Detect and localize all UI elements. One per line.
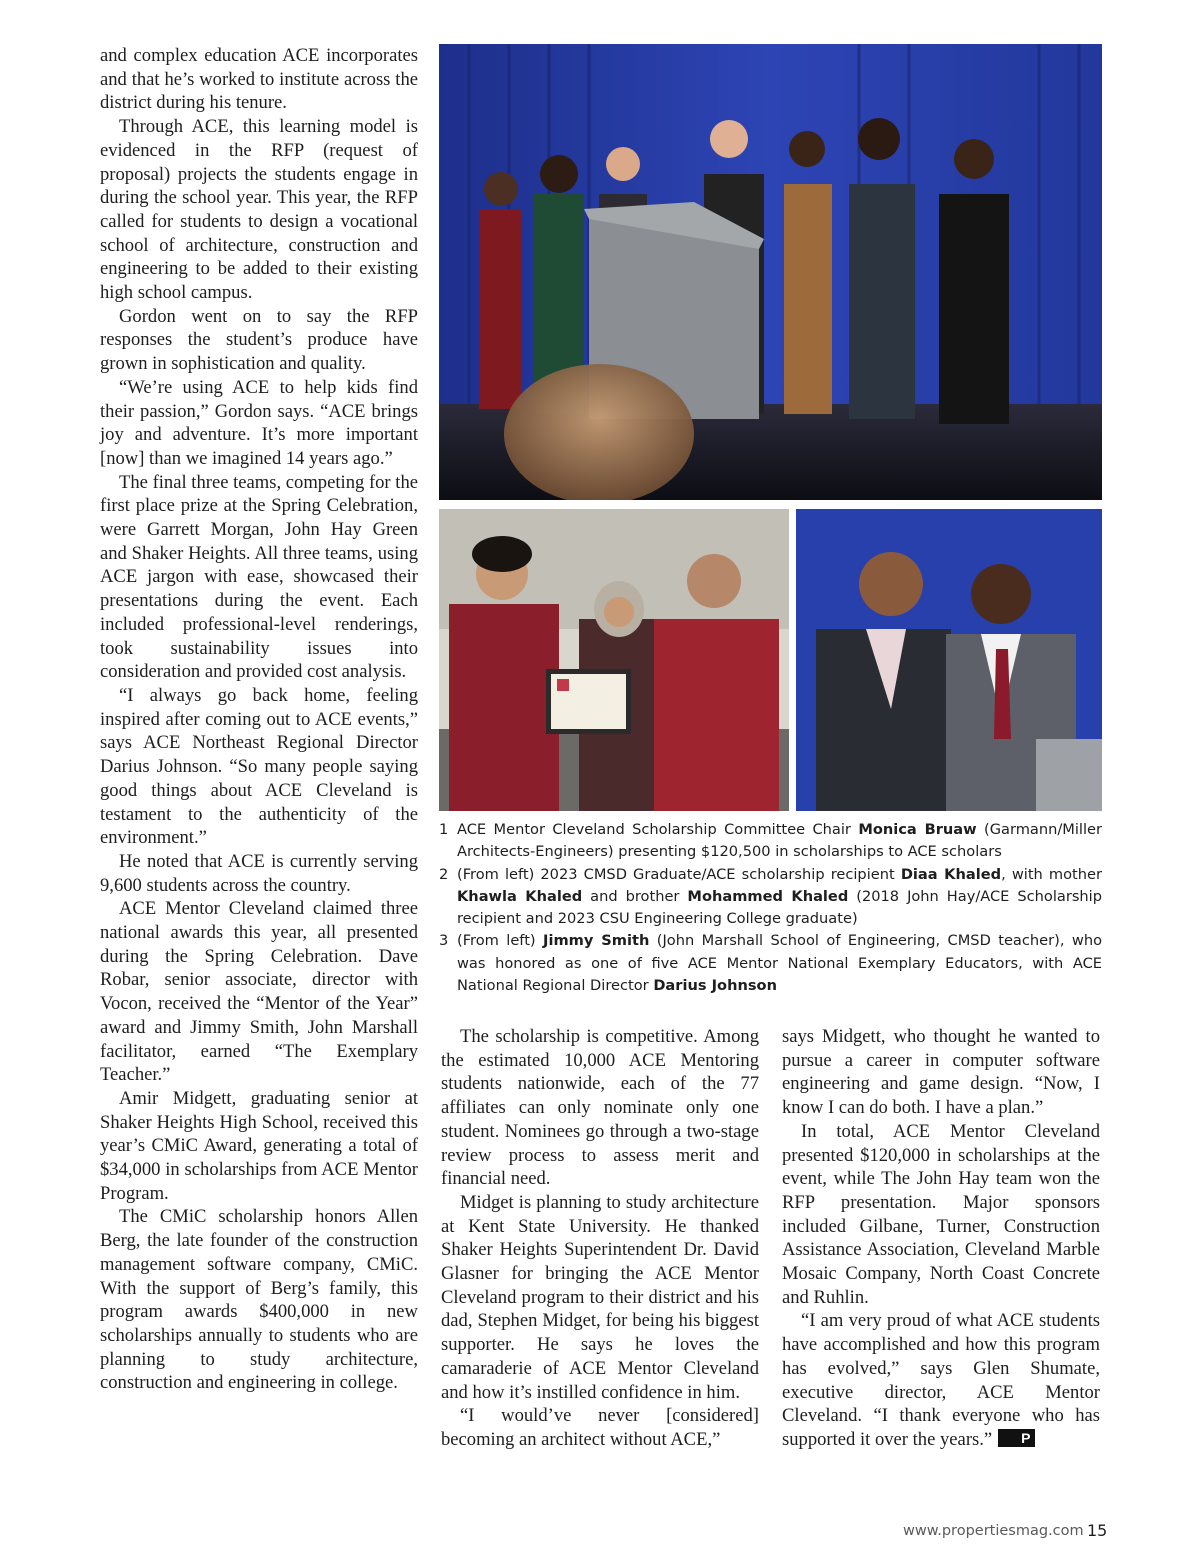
exemplary-educator-photo [796,509,1102,811]
footer-url[interactable]: www.propertiesmag.com [903,1523,1084,1539]
article-column-left [100,44,418,1395]
photo-captions [439,819,1102,997]
caption-number: 2 [439,865,449,883]
article-paragraph: The final three teams, competing for the first place prize at the Spring Celebration, were Garrett Morgan, John Hay Green and Shaker Heights. All three teams, using ACE jargon with ease, showcased their presentations during the event. Each included professional-level renderings, took sustainability issues into consideration and provided cost analysis. [100,471,418,683]
article-paragraph: ACE Mentor Cleveland claimed three national awards this year, all presented during the Spring Celebration. Dave Robar, senior associate, director with Vocon, received the “Mentor of the Year” award and Jimmy Smith, John Marshall facilitator, earned “The Exemplary Teacher.” [100,898,418,1086]
caption-fragment: (From left) 2023 CMSD Graduate/ACE scholarship recipient [457,865,901,883]
article-paragraph: The CMiC scholarship honors Allen Berg, the late founder of the construction management software company, CMiC. With the support of Berg’s family, this program awards $400,000 in new scholarships annually to students who are planning to study architecture, construction and engineering in college. [100,1206,418,1394]
caption-item [439,864,1102,931]
caption-text [457,864,1102,931]
article-paragraph: Gordon went on to say the RFP responses the student’s produce have grown in sophistication and quality. [100,305,418,375]
article-paragraph: “I am very proud of what ACE students have accomplished and how this program has evolved,” says Glen Shumate, executive director, ACE Mentor Cleveland. “I thank everyone who has supported it over the years.” P [782,1310,1100,1450]
caption-number: 3 [439,932,449,950]
article-paragraph: He noted that ACE is currently serving 9,600 students across the country. [100,850,418,896]
caption-number: 1 [439,821,449,838]
article-paragraph: “I always go back home, feeling inspired after coming out to ACE events,” says ACE Northeast Regional Director Darius Johnson. “So many people saying good things about ACE Cleveland is testament to the authenticity of the environment.” [100,684,418,849]
article-column-middle [441,1025,759,1452]
caption-fragment: ACE Mentor Cleveland Scholarship Committee Chair [457,821,859,838]
article-paragraph: “We’re using ACE to help kids find their passion,” Gordon says. “ACE brings joy and adventure. It’s more important [now] than we imagined 14 years ago.” [100,376,418,469]
article-paragraph: says Midgett, who thought he wanted to pursue a career in computer software engineering and game design. “Now, I know I can do both. I have a plan.” [782,1026,1100,1119]
caption-text [457,819,1102,864]
stage-presentation-photo [439,44,1102,500]
article-column-right [782,1025,1100,1452]
caption-item [439,930,1102,997]
scholarship-recipient-photo [439,509,789,811]
caption-name: Jimmy Smith [543,932,650,950]
caption-fragment: (Garmann/Miller Architects-Engineers) presenting $120,500 in scholarships to ACE scholars [457,821,1103,861]
article-paragraph: “I would’ve never [considered] becoming an architect without ACE,” [441,1405,759,1450]
caption-fragment: (John Marshall School of Engineering, CMSD teacher), who was honored as one of five ACE Mentor National Exemplary Educators, with ACE National Regional Director [457,932,1102,995]
caption-text [457,930,1102,997]
caption-name: Mohammed Khaled [687,887,849,905]
caption-name: Diaa Khaled [900,865,1002,883]
page-number: 15 [1087,1521,1108,1540]
caption-fragment: , with mother [1001,865,1102,883]
article-paragraph: The scholarship is competitive. Among the estimated 10,000 ACE Mentoring students nationwide, each of the 77 affiliates can only nominate only one student. Nominees go through a two-stage review process to assess merit and financial need. [441,1026,759,1190]
caption-name: Darius Johnson [653,977,777,995]
article-paragraph: In total, ACE Mentor Cleveland presented $120,000 in scholarships at the event, while The John Hay team won the RFP presentation. Major sponsors included Gilbane, Turner, Construction Assistance Association, Cleveland Marble Mosaic Company, North Coast Concrete and Ruhlin. [782,1120,1100,1308]
article-paragraph: and complex education ACE incorporates and that he’s worked to institute across the district during his tenure. [100,45,418,114]
caption-fragment: (2018 John Hay/ACE Scholarship recipient and 2023 CSU Engineering College graduate) [457,887,1102,928]
caption-fragment: (From left) [457,932,544,950]
article-paragraph: Amir Midgett, graduating senior at Shaker Heights High School, received this year’s CMiC Award, generating a total of $34,000 in scholarships from ACE Mentor Program. [100,1087,418,1204]
caption-name: Khawla Khaled [457,887,583,905]
caption-fragment: and brother [582,887,688,905]
article-paragraph: Through ACE, this learning model is evidenced in the RFP (request of proposal) projects the students engage in during the school year. This year, the RFP called for students to design a vocational school of architecture, construction and engineering to be added to their existing high school campus. [100,116,418,304]
article-paragraph: Midget is planning to study architecture at Kent State University. He thanked Shaker Heights Superintendent Dr. David Glasner for bringing the ACE Mentor Cleveland program to their district and his dad, Stephen Midget, for being his biggest supporter. He says he loves the camaraderie of ACE Mentor Cleveland and how it’s instilled confidence in him. [441,1191,759,1403]
article-end-mark-icon: P [998,1429,1034,1447]
caption-item [439,819,1102,864]
caption-name: Monica Bruaw [858,821,977,838]
